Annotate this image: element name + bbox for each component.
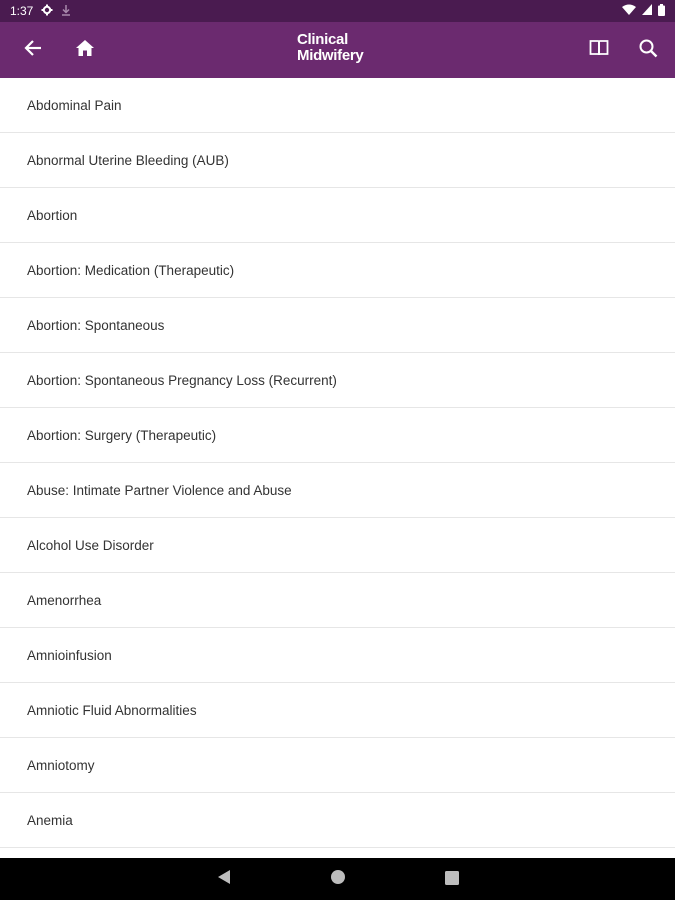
signal-icon	[642, 4, 652, 18]
nav-recents-icon	[445, 870, 459, 889]
nav-recents-button[interactable]	[440, 867, 464, 891]
list-item[interactable]: Amniotomy	[0, 738, 675, 793]
list-item[interactable]: Abortion	[0, 188, 675, 243]
app-title-line2: Midwifery	[297, 47, 364, 64]
wifi-icon	[622, 4, 636, 18]
download-icon	[61, 4, 71, 19]
app-title-line1: Clinical	[297, 31, 348, 48]
search-icon	[639, 39, 658, 62]
list-item[interactable]: Amniotic Fluid Abnormalities	[0, 683, 675, 738]
home-button[interactable]	[61, 22, 109, 78]
book-icon	[589, 39, 609, 61]
gear-icon	[41, 4, 53, 19]
navigation-bar	[0, 858, 675, 900]
list-item[interactable]: Abortion: Spontaneous	[0, 298, 675, 353]
topic-list	[0, 78, 675, 858]
list-item[interactable]: Amnioinfusion	[0, 628, 675, 683]
status-bar	[0, 0, 675, 22]
back-arrow-icon	[24, 39, 42, 61]
book-button[interactable]	[575, 22, 623, 78]
status-time: 1:37	[10, 4, 34, 18]
list-item[interactable]: Abortion: Surgery (Therapeutic)	[0, 408, 675, 463]
battery-icon	[658, 4, 665, 19]
list-item[interactable]: Abortion: Medication (Therapeutic)	[0, 243, 675, 298]
search-button[interactable]	[624, 22, 672, 78]
list-item[interactable]: Abortion: Spontaneous Pregnancy Loss (Recurrent)	[0, 353, 675, 408]
nav-home-icon	[330, 869, 346, 889]
list-item[interactable]: Abuse: Intimate Partner Violence and Abuse	[0, 463, 675, 518]
list-item[interactable]: Anemia	[0, 793, 675, 848]
back-button[interactable]	[9, 22, 57, 78]
nav-back-icon	[217, 869, 231, 889]
list-item[interactable]: Amenorrhea	[0, 573, 675, 628]
nav-back-button[interactable]	[212, 867, 236, 891]
home-icon	[75, 39, 95, 61]
app-bar	[0, 22, 675, 78]
list-item[interactable]: Abnormal Uterine Bleeding (AUB)	[0, 133, 675, 188]
app-title	[297, 32, 407, 64]
list-item[interactable]: Abdominal Pain	[0, 78, 675, 133]
nav-home-button[interactable]	[326, 867, 350, 891]
list-item[interactable]: Alcohol Use Disorder	[0, 518, 675, 573]
